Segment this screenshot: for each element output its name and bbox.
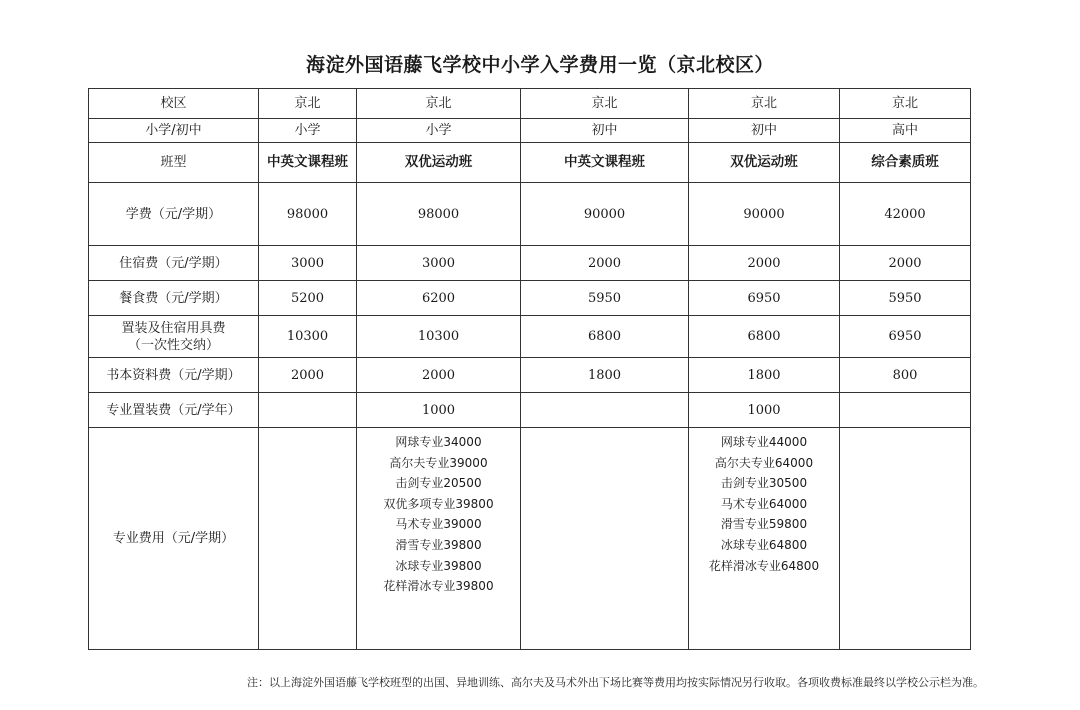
row-label <box>89 316 259 358</box>
special-fee-item: 滑雪专业59800 <box>720 517 808 532</box>
cell-campus: 京北 <box>689 89 840 119</box>
cell-campus: 京北 <box>521 89 689 119</box>
footnote: 注：以上海淀外国语藤飞学校班型的出国、异地训练、高尔夫及马术外出下场比赛等费用均按实际情况另行收取。各项收费标准最终以学校公示栏为准。 <box>247 676 984 689</box>
cell-setup: 10300 <box>357 316 521 358</box>
cell-tuition: 98000 <box>357 183 521 246</box>
row-board <box>89 246 971 281</box>
cell-board: 3000 <box>259 246 357 281</box>
cell-class: 综合素质班 <box>840 143 971 183</box>
cell-tuition: 90000 <box>689 183 840 246</box>
cell-setup: 6950 <box>840 316 971 358</box>
row-label: 专业置装费（元/学年） <box>89 393 259 428</box>
cell-special-fees <box>259 428 357 650</box>
special-fee-item: 网球专业34000 <box>395 435 482 449</box>
row-setup <box>89 316 971 358</box>
row-label: 书本资料费（元/学期） <box>89 358 259 393</box>
cell-level: 初中 <box>689 119 840 143</box>
special-fee-item: 击剑专业30500 <box>720 476 808 491</box>
cell-tuition: 90000 <box>521 183 689 246</box>
cell-board: 2000 <box>521 246 689 281</box>
cell-class: 中英文课程班 <box>259 143 357 183</box>
special-fee-item: 击剑专业20500 <box>395 476 482 491</box>
row-label: 学费（元/学期） <box>89 183 259 246</box>
cell-setup: 10300 <box>259 316 357 358</box>
cell-board: 2000 <box>689 246 840 281</box>
row-label: 校区 <box>89 89 259 119</box>
cell-special-setup <box>259 393 357 428</box>
cell-level: 小学 <box>357 119 521 143</box>
cell-meal: 5950 <box>521 281 689 316</box>
cell-class: 双优运动班 <box>689 143 840 183</box>
row-tuition <box>89 183 971 246</box>
cell-campus: 京北 <box>357 89 521 119</box>
cell-special-fees <box>689 428 840 650</box>
special-fee-item: 双优多项专业39800 <box>383 496 494 511</box>
cell-board: 2000 <box>840 246 971 281</box>
cell-meal: 5950 <box>840 281 971 316</box>
cell-class: 中英文课程班 <box>521 143 689 183</box>
cell-books: 800 <box>840 358 971 393</box>
row-books <box>89 358 971 393</box>
cell-books: 1800 <box>689 358 840 393</box>
special-fee-item: 网球专业44000 <box>720 435 808 449</box>
cell-special-fees <box>521 428 689 650</box>
cell-level: 高中 <box>840 119 971 143</box>
cell-meal: 5200 <box>259 281 357 316</box>
cell-setup: 6800 <box>521 316 689 358</box>
cell-books: 1800 <box>521 358 689 393</box>
special-fee-item: 马术专业64000 <box>720 496 808 511</box>
cell-meal: 6200 <box>357 281 521 316</box>
row-special-fees <box>89 428 971 650</box>
cell-books: 2000 <box>357 358 521 393</box>
cell-special-fees <box>357 428 521 650</box>
cell-special-setup: 1000 <box>689 393 840 428</box>
cell-board: 3000 <box>357 246 521 281</box>
cell-tuition: 42000 <box>840 183 971 246</box>
special-fee-item: 冰球专业39800 <box>395 558 482 573</box>
cell-class: 双优运动班 <box>357 143 521 183</box>
cell-campus: 京北 <box>840 89 971 119</box>
row-special-setup <box>89 393 971 428</box>
special-fee-item: 冰球专业64800 <box>720 537 808 552</box>
cell-tuition: 98000 <box>259 183 357 246</box>
row-class <box>89 143 971 183</box>
row-label: 班型 <box>89 143 259 183</box>
cell-special-setup: 1000 <box>357 393 521 428</box>
row-label-line: （一次性交纳） <box>127 337 219 353</box>
special-fee-item: 花样滑冰专业64800 <box>708 558 820 573</box>
fee-table <box>88 88 971 650</box>
row-label: 专业费用（元/学期） <box>89 428 259 650</box>
cell-books: 2000 <box>259 358 357 393</box>
cell-level: 小学 <box>259 119 357 143</box>
cell-meal: 6950 <box>689 281 840 316</box>
special-fee-item: 高尔夫专业39000 <box>389 455 488 470</box>
special-fee-item: 高尔夫专业64000 <box>714 455 814 470</box>
row-campus <box>89 89 971 119</box>
row-meal <box>89 281 971 316</box>
row-label: 餐食费（元/学期） <box>89 281 259 316</box>
row-level <box>89 119 971 143</box>
cell-setup: 6800 <box>689 316 840 358</box>
cell-special-setup <box>521 393 689 428</box>
page-title: 海淀外国语藤飞学校中小学入学费用一览（京北校区） <box>305 54 774 76</box>
special-fee-item: 滑雪专业39800 <box>395 537 482 552</box>
special-fee-item: 马术专业39000 <box>395 517 482 532</box>
cell-special-setup <box>840 393 971 428</box>
row-label-line: 置装及住宿用具费 <box>121 320 226 336</box>
cell-special-fees <box>840 428 971 650</box>
row-label: 小学/初中 <box>89 119 259 143</box>
special-fee-item: 花样滑冰专业39800 <box>383 579 494 594</box>
row-label: 住宿费（元/学期） <box>89 246 259 281</box>
cell-campus: 京北 <box>259 89 357 119</box>
cell-level: 初中 <box>521 119 689 143</box>
